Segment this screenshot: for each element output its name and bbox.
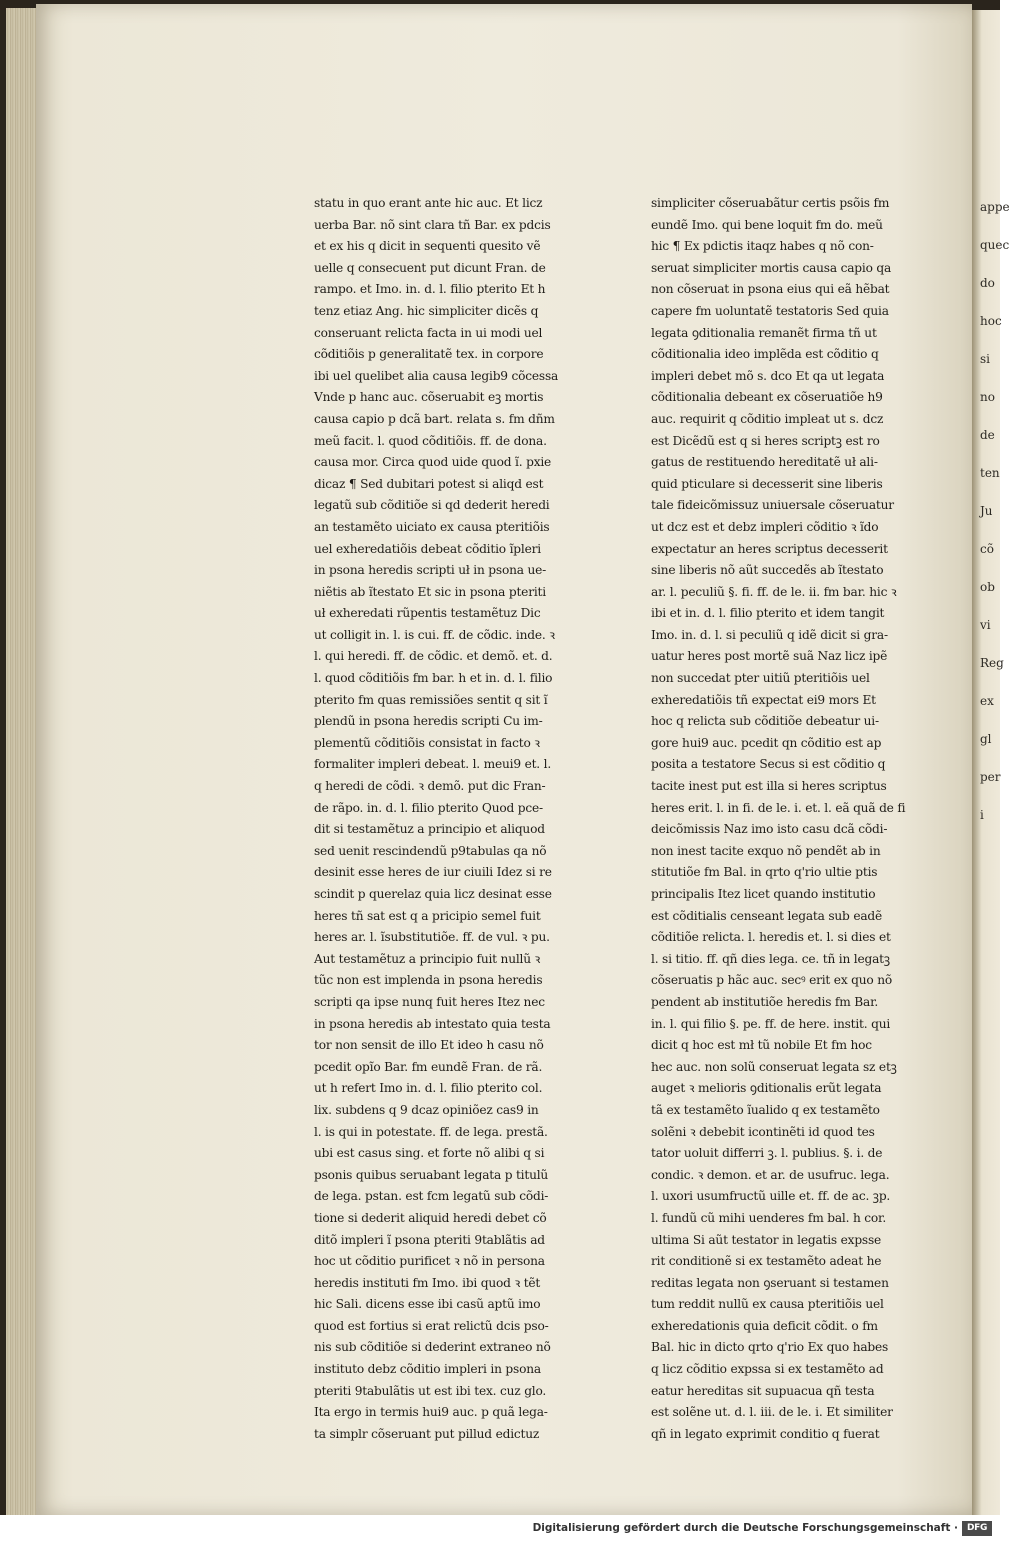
text-line: meũ facit. l. quod cõditiõis. ff. de dona. (314, 433, 547, 448)
text-line: legatũ sub cõditiõe si qd dederit heredi (314, 498, 550, 513)
text-line: eatur hereditas sit supuacua qñ testa (651, 1383, 875, 1398)
text-line: rampo. et Imo. in. d. l. filio pterito Et h (314, 282, 546, 297)
text-line: gatus de restituendo hereditatẽ uł ali- (651, 455, 878, 470)
text-line: non succedat pter uitiũ pteritiõis uel (651, 671, 870, 686)
next-page-text-fragment: ex (980, 694, 994, 708)
text-line: exheredatiõis tñ expectat ei9 mors Et (651, 692, 876, 707)
text-line: Aut testamẽtuz a principio fuit nullũ ꝛ (314, 951, 541, 966)
text-line: dicaz ¶ Sed dubitari potest si aliqd est (314, 476, 544, 491)
text-line: et ex his q dicit in sequenti quesito vẽ (314, 239, 541, 254)
text-line: cõditionalia ideo implẽda est cõditio q (651, 347, 879, 362)
text-line: auc. requirit q cõditio impleat ut s. dcz (651, 411, 884, 426)
text-line: q heredi de cõdi. ꝛ demõ. put dic Fran- (314, 779, 546, 794)
text-line: hoc ut cõditio purificet ꝛ nõ in persona (314, 1254, 545, 1269)
text-line: uł exheredati rũpentis testamẽtuz Dic (314, 606, 541, 621)
text-line: plementũ cõditiõis consistat in facto ꝛ (314, 735, 540, 750)
text-line: uelle q consecuent put dicunt Fran. de (314, 260, 546, 275)
next-page-text-fragment: ob (980, 580, 995, 594)
text-line: legata ꝯditionalia remanẽt firma tñ ut (651, 325, 877, 340)
text-column-right (651, 193, 926, 1445)
text-line: simpliciter cõseruabãtur certis psõis fm (651, 196, 890, 210)
text-line: deicõmissis Naz imo isto casu dcã cõdi- (651, 822, 888, 837)
text-line: sed uenit rescindendũ p9tabulas qa nõ (314, 843, 547, 858)
text-line: hoc q relicta sub cõditiõe debeatur ui- (651, 714, 879, 729)
text-line: psonis quibus seruabant legata p titulũ (314, 1167, 549, 1182)
text-line: ibi uel quelibet alia causa legib9 cõcessa (314, 368, 559, 383)
digitization-footer (0, 1515, 1000, 1543)
text-line: dicit q hoc est mł tũ nobile Et fm hoc (651, 1038, 872, 1053)
text-line: Vnde p hanc auc. cõseruabit eꝫ mortis (314, 390, 544, 405)
text-line: heres ar. l. ĩsubstitutiõe. ff. de vul. ꝛ pu. (314, 930, 550, 945)
text-line: posita a testatore Secus si est cõditio q (651, 757, 886, 772)
text-line: an testamẽto uiciato ex causa pteritiõis (314, 519, 550, 534)
text-line: de lega. pstan. est fcm legatũ sub cõdi- (314, 1189, 549, 1204)
next-page-text-fragment: Ju (980, 504, 993, 518)
text-line: non inest tacite exquo nõ pendẽt ab in (651, 843, 881, 858)
text-line: l. is qui in potestate. ff. de lega. prestã. (314, 1124, 548, 1139)
text-line: heredis instituti fm Imo. ibi quod ꝛ tẽt (314, 1275, 541, 1290)
book-page (36, 4, 972, 1515)
dfg-logo: DFG (962, 1521, 992, 1536)
text-line: est cõditialis censeant legata sub eadẽ (651, 908, 883, 923)
text-line: capere fm uoluntatẽ testatoris Sed quia (651, 303, 889, 318)
text-line: reditas legata non ꝯseruant si testamen (651, 1275, 889, 1290)
text-line: pcedit opĩo Bar. fm eundẽ Fran. de rã. (314, 1059, 543, 1074)
text-line: plendũ in psona heredis scripti Cu im- (314, 714, 543, 729)
text-line: quod est fortius si erat relictũ dcis pso- (314, 1318, 549, 1333)
text-line: ultima Si aũt testator in legatis expsse (651, 1232, 882, 1247)
text-line: uatur heres post mortẽ suã Naz licz ipẽ (651, 649, 888, 664)
text-line: hec auc. non solũ conseruat legata sz etꝫ (651, 1059, 897, 1074)
next-page-text-fragment: gl (980, 732, 992, 746)
text-line: tor non sensit de illo Et ideo h casu nõ (314, 1038, 544, 1053)
text-line: est Dicẽdũ est q si heres scriptꝫ est ro (651, 433, 880, 448)
text-line: ut h refert Imo in. d. l. filio pterito col. (314, 1081, 543, 1096)
text-line: tã ex testamẽto ĩualido q ex testamẽto (651, 1102, 880, 1117)
next-page-text-fragment: vi (980, 618, 991, 632)
text-line: l. si titio. ff. qñ dies lega. ce. tñ in legatꝫ (651, 951, 890, 966)
text-line: lix. subdens q 9 dcaz opiniõez cas9 in (314, 1102, 539, 1117)
next-page-text-fragment: appe (980, 200, 1010, 214)
text-line: ar. l. peculiũ §. fi. ff. de le. ii. fm bar. hic ꝛ (651, 584, 897, 599)
text-line: statu in quo erant ante hic auc. Et licz (314, 196, 543, 210)
text-line: ubi est casus sing. et forte nõ alibi q si (314, 1146, 545, 1161)
text-line: instituto debz cõditio impleri in psona (314, 1362, 541, 1377)
text-line: ditõ impleri ĩ psona pteriti 9tablãtis ad (314, 1232, 545, 1247)
text-line: est solẽne ut. d. l. iii. de le. i. Et similiter (651, 1405, 893, 1420)
text-line: quid pticulare si decesserit sine liberis (651, 476, 883, 491)
next-page-edge (972, 10, 1010, 1515)
text-line: cõditionalia debeant ex cõseruatiõe h9 (651, 390, 883, 405)
text-line: nis sub cõditiõe si dederint extraneo nõ (314, 1340, 551, 1355)
text-line: cõditiõis p generalitatẽ tex. in corpore (314, 347, 544, 362)
text-line: cõseruatis p hãc auc. secꝰ erit ex quo nõ (651, 973, 893, 988)
text-line: in. l. qui filio §. pe. ff. de here. instit. qui (651, 1016, 891, 1031)
text-line: l. quod cõditiõis fm bar. h et in. d. l. filio (314, 671, 553, 686)
text-line: scripti qa ipse nunq fuit heres Itez nec (314, 994, 545, 1009)
next-page-text-fragment: hoc (980, 314, 1002, 328)
text-line: tacite inest put est illa si heres scriptus (651, 779, 887, 794)
text-line: seruat simpliciter mortis causa capio qa (651, 260, 892, 275)
next-page-text-fragment: Reg (980, 656, 1004, 670)
text-line: tione si dederit aliquid heredi debet cõ (314, 1210, 547, 1225)
text-column-left (314, 193, 584, 1445)
text-line: tator uoluit differri ꝫ. l. publius. §. i. de (651, 1146, 883, 1161)
text-line: scindit p querelaz quia licz desinat esse (314, 887, 552, 901)
text-line: impleri debet mõ s. dco Et qa ut legata (651, 368, 885, 383)
text-line: eundẽ Imo. qui bene loquit fm do. meũ (651, 217, 883, 232)
next-page-text-fragment: de (980, 428, 995, 442)
text-line: tenz etiaz Ang. hic simpliciter dicẽs q (314, 303, 539, 318)
next-page-text-fragment: cõ (980, 542, 994, 556)
text-line: causa mor. Circa quod uide quod ĩ. pxie (314, 455, 552, 470)
text-line: solẽni ꝛ debebit icontinẽti id quod tes (651, 1124, 875, 1139)
text-line: ibi et in. d. l. filio pterito et idem tangit (651, 606, 885, 621)
text-line: causa capio p dcã bart. relata s. fm dñm (314, 411, 555, 426)
text-line: cõditiõe relicta. l. heredis et. l. si dies et (651, 930, 891, 945)
text-line: niẽtis ab ĩtestato Et sic in psona pteriti (314, 584, 546, 599)
footer-credit: Digitalisierung gefördert durch die Deutsche Forschungsgemeinschaft · (532, 1522, 958, 1534)
text-line: ut colligit in. l. is cui. ff. de cõdic. inde. ꝛ (314, 627, 555, 642)
text-line: uel exheredatiõis debeat cõditio ĩpleri (314, 541, 541, 556)
text-line: auget ꝛ melioris ꝯditionalis erũt legata (651, 1081, 882, 1096)
text-line: q licz cõditio expssa si ex testamẽto ad (651, 1362, 884, 1377)
text-line: pteriti 9tabulãtis ut est ibi tex. cuz glo. (314, 1383, 547, 1398)
text-line: tum reddit nullũ ex causa pteritiõis uel (651, 1297, 884, 1312)
next-page-text-fragment: no (980, 390, 995, 404)
text-line: Imo. in. d. l. si peculiũ q idẽ dicit si gra- (651, 627, 888, 642)
text-line: pendent ab institutiõe heredis fm Bar. (651, 994, 879, 1009)
text-line: l. qui heredi. ff. de cõdic. et demõ. et. d. (314, 649, 553, 664)
next-page-text-fragment: ten (980, 466, 1000, 480)
text-line: uerba Bar. nõ sint clara tñ Bar. ex pdcis (314, 217, 551, 232)
next-page-text-fragment: i (980, 808, 984, 822)
text-line: condic. ꝛ demon. et ar. de usufruc. lega. (651, 1167, 890, 1182)
next-page-text-fragment: do (980, 276, 995, 290)
text-line: desinit esse heres de iur ciuili Idez si re (314, 865, 552, 880)
text-line: l. fundũ cũ mihi uenderes fm bal. h cor. (651, 1210, 886, 1225)
next-page-text-fragment: si (980, 352, 990, 366)
text-line: formaliter impleri debeat. l. meui9 et. l. (314, 757, 552, 772)
text-line: conseruant relicta facta in ui modi uel (314, 325, 543, 340)
text-line: principalis Itez licet quando institutio (651, 887, 876, 901)
text-line: gore hui9 auc. pcedit qn cõditio est ap (651, 735, 882, 750)
text-line: heres tñ sat est q a pricipio semel fuit (314, 908, 541, 923)
text-line: Ita ergo in termis hui9 auc. p quã lega- (314, 1405, 548, 1420)
text-line: tale fideicõmissuz uniuersale cõseruatur (651, 498, 894, 513)
text-line: qñ in legato exprimit conditio q fuerat (651, 1426, 880, 1441)
text-line: ta simplr cõseruant put pillud edictuz (314, 1426, 540, 1441)
text-line: Bal. hic in dicto qrto q'rio Ex quo habes (651, 1340, 889, 1355)
next-page-text-fragment: quec (980, 238, 1010, 252)
text-line: rit conditionẽ si ex testamẽto adeat he (651, 1254, 882, 1269)
text-line: tũc non est implenda in psona heredis (314, 973, 543, 988)
text-line: expectatur an heres scriptus decesserit (651, 541, 888, 556)
text-line: ut dcz est et debz impleri cõditio ꝛ ĩdo (651, 519, 879, 534)
text-line: sine liberis nõ aũt succedẽs ab ĩtestato (651, 563, 884, 578)
text-line: exheredationis quia deficit cõdit. o fm (651, 1318, 878, 1333)
text-line: heres erit. l. in fi. de le. i. et. l. eã quã de fi (651, 800, 906, 815)
text-line: non cõseruat in psona eius qui eã hẽbat (651, 282, 890, 297)
text-line: de rãpo. in. d. l. filio pterito Quod pce- (314, 800, 543, 815)
text-line: pterito fm quas remissiões sentit q sit ĩ (314, 692, 548, 707)
text-line: in psona heredis scripti uł in psona ue- (314, 563, 547, 578)
text-line: l. uxori usumfructũ uille et. ff. de ac. ꝫp. (651, 1189, 891, 1204)
text-line: hic ¶ Ex pdictis itaqz habes q nõ con- (651, 239, 874, 254)
text-line: stitutiõe fm Bal. in qrto q'rio ultie ptis (651, 865, 878, 880)
next-page-text-fragment: per (980, 770, 1001, 784)
text-line: hic Sali. dicens esse ibi casũ aptũ imo (314, 1297, 541, 1312)
text-line: in psona heredis ab intestato quia testa (314, 1016, 551, 1031)
text-line: dit si testamẽtuz a principio et aliquod (314, 822, 545, 837)
